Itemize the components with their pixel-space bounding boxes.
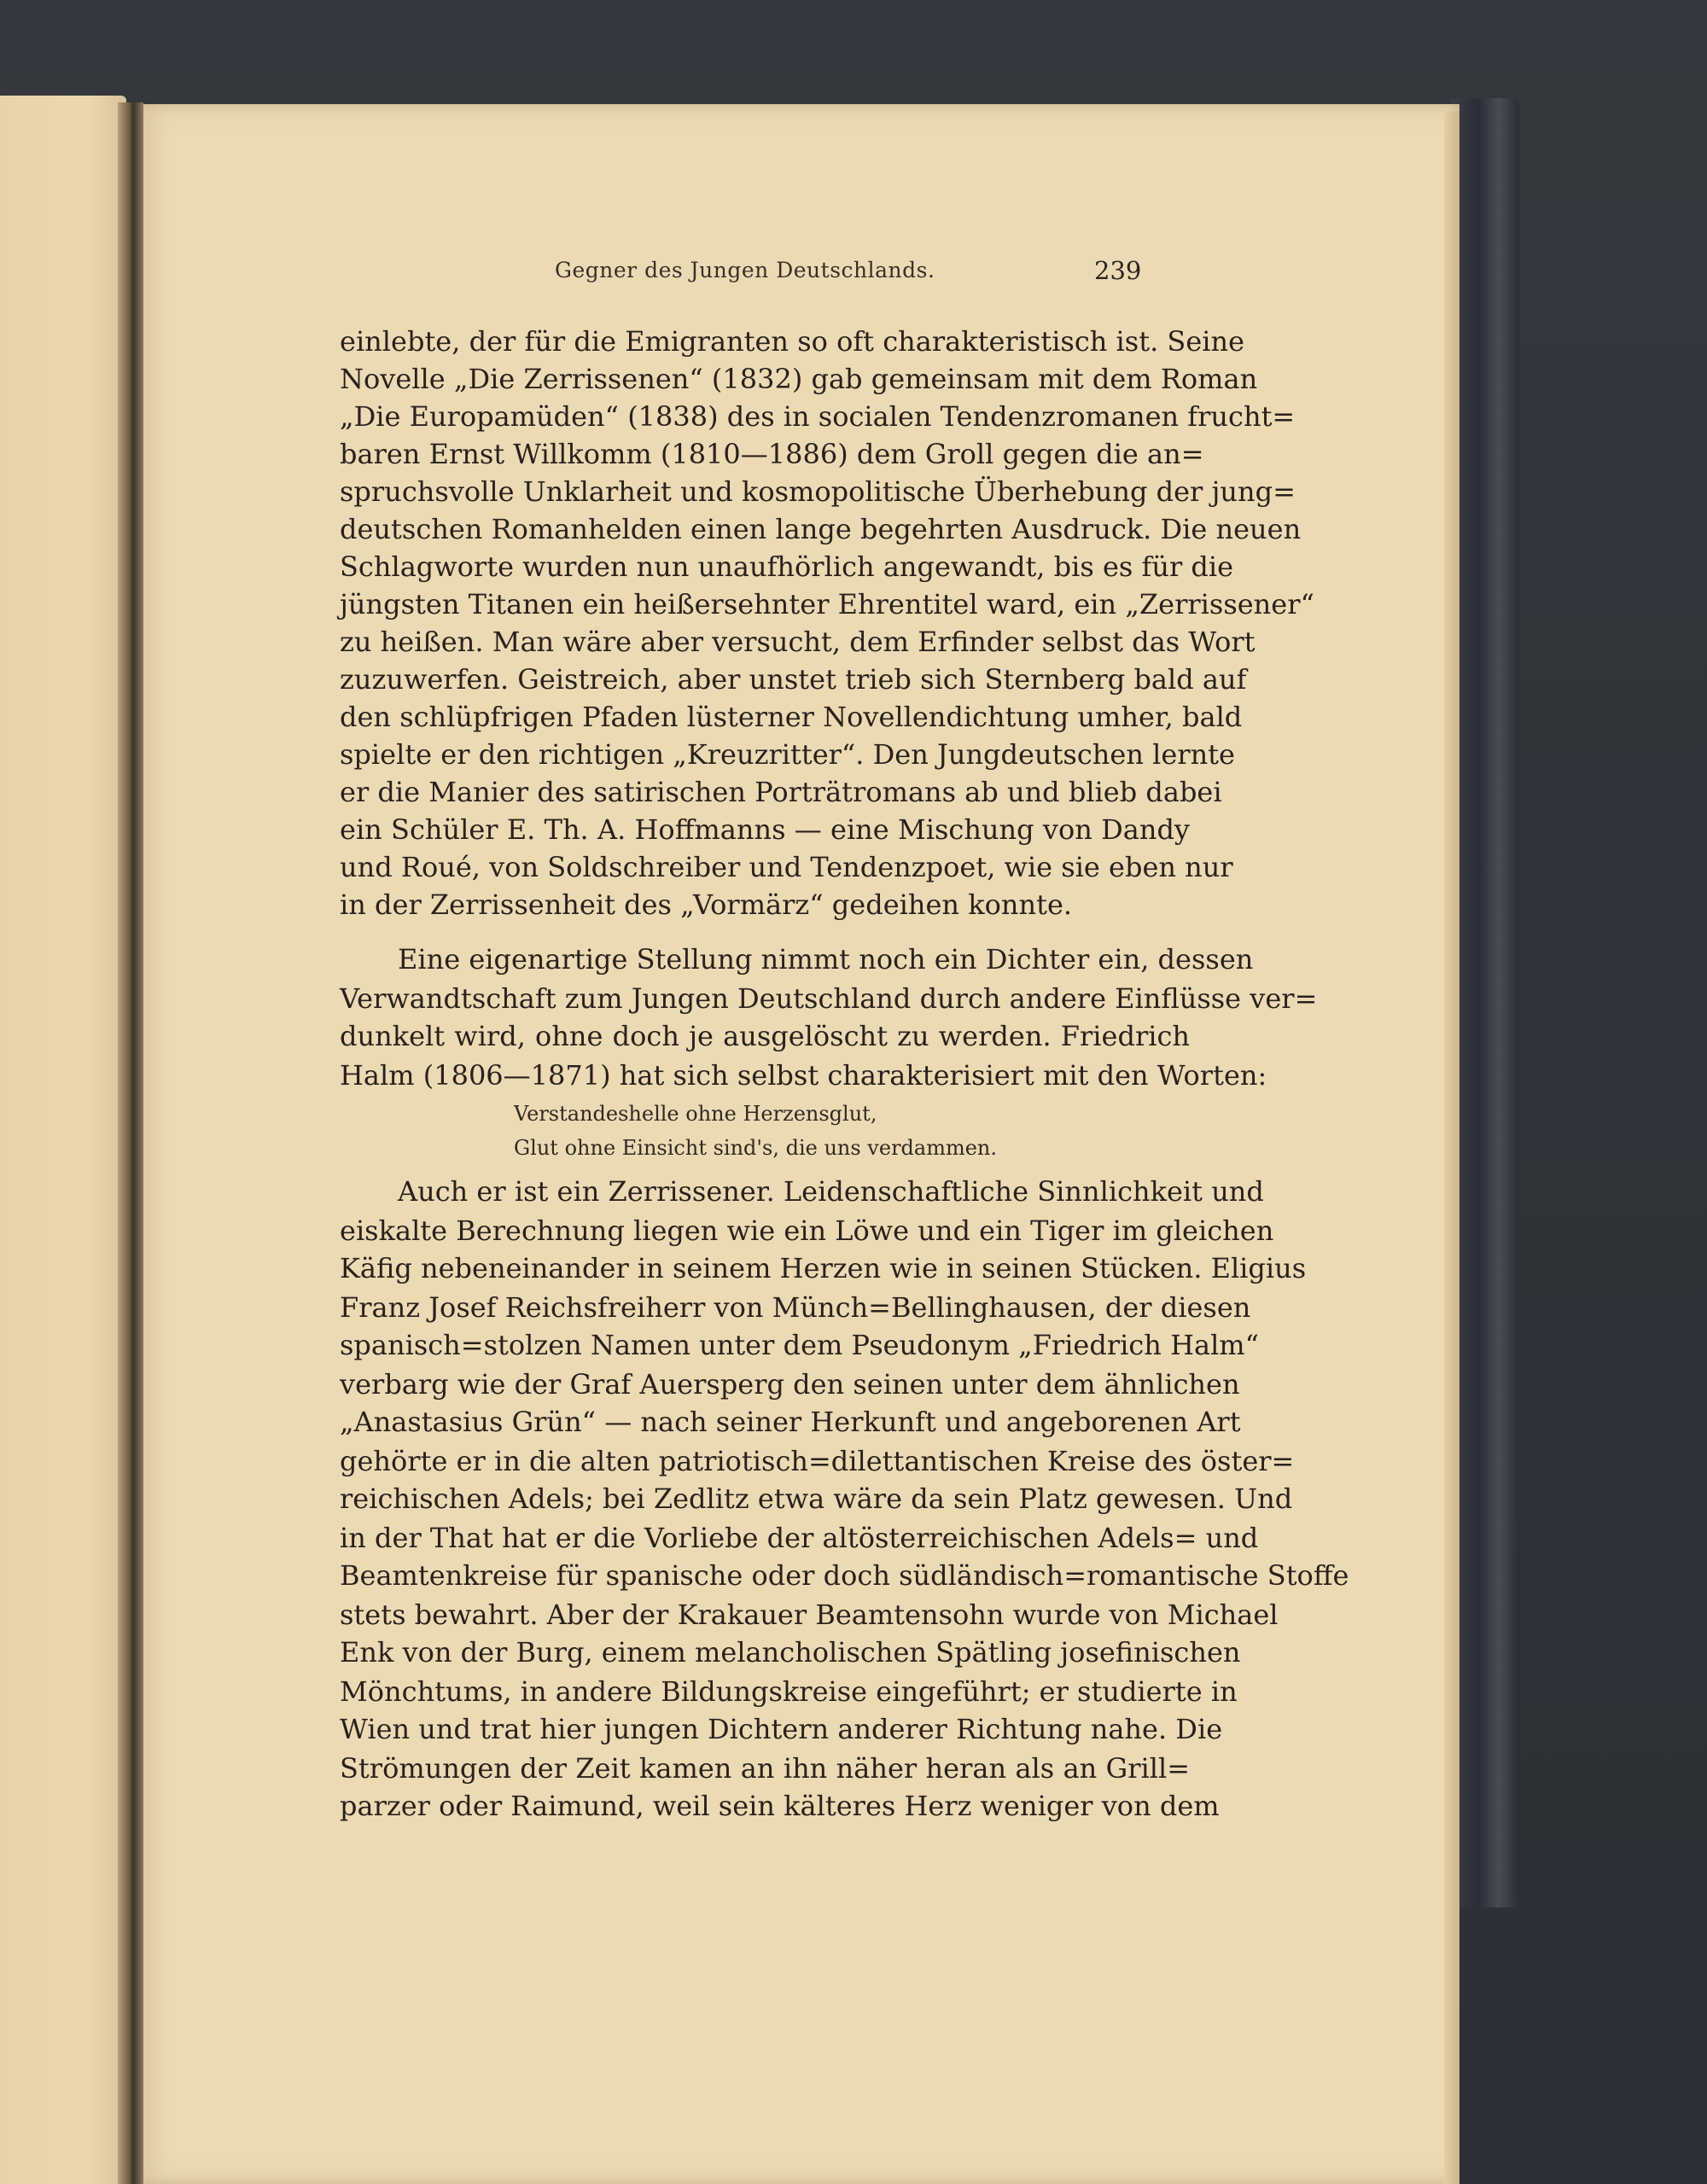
text-line: Eine eigenartige Stellung nimmt noch ein Dichter ein, dessen <box>398 943 1254 976</box>
text-line: baren Ernst Willkomm (1810—1886) dem Groll gegen die an= <box>340 438 1204 470</box>
text-line: Verwandtschaft zum Jungen Deutschland durch andere Einflüsse ver= <box>340 982 1318 1015</box>
text-line: „Die Europamüden“ (1838) des in socialen Tendenzromanen frucht= <box>340 400 1296 433</box>
text-line: Schlagworte wurden nun unaufhörlich angewandt, bis es für die <box>340 550 1234 583</box>
text-line: zu heißen. Man wäre aber versucht, dem Erfinder selbst das Wort <box>340 626 1255 658</box>
text-line: dunkelt wird, ohne doch je ausgelöscht zu werden. Friedrich <box>340 1020 1190 1052</box>
text-line: den schlüpfrigen Pfaden lüsterner Novellendichtung umher, bald <box>340 701 1243 733</box>
text-line: in der That hat er die Vorliebe der altösterreichischen Adels= und <box>340 1522 1259 1554</box>
text-line: und Roué, von Soldschreiber und Tendenzpoet, wie sie eben nur <box>340 851 1233 883</box>
text-line: jüngsten Titanen ein heißersehnter Ehrentitel ward, ein „Zerrissener“ <box>340 588 1314 620</box>
text-line: deutschen Romanhelden einen lange begehrten Ausdruck. Die neuen <box>340 513 1302 545</box>
text-line: parzer oder Raimund, weil sein kälteres Herz weniger von dem <box>340 1790 1220 1822</box>
text-line: einlebte, der für die Emigranten so oft charakteristisch ist. Seine <box>340 325 1245 358</box>
page-number: 239 <box>1094 256 1142 285</box>
text-line: Franz Josef Reichsfreiherr von Münch=Bellinghausen, der diesen <box>340 1291 1251 1324</box>
text-line: Halm (1806—1871) hat sich selbst charakterisiert mit den Worten: <box>340 1059 1267 1092</box>
text-line: eiskalte Berechnung liegen wie ein Löwe und ein Tiger im gleichen <box>340 1214 1274 1247</box>
text-line: Mönchtums, in andere Bildungskreise eingeführt; er studierte in <box>340 1675 1238 1708</box>
text-line: er die Manier des satirischen Porträtromans ab und blieb dabei <box>340 776 1222 808</box>
text-line: ein Schüler E. Th. A. Hoffmanns — eine Mischung von Dandy <box>340 813 1190 846</box>
quote-line: Glut ohne Einsicht sind's, die uns verdammen. <box>514 1136 998 1160</box>
text-line: Wien und trat hier jungen Dichtern anderer Richtung nahe. Die <box>340 1713 1223 1745</box>
text-line: Beamtenkreise für spanische oder doch südländisch=romantische Stoffe <box>340 1559 1349 1592</box>
quote-line: Verstandeshelle ohne Herzensglut, <box>514 1102 877 1126</box>
text-line: verbarg wie der Graf Auersperg den seinen unter dem ähnlichen <box>340 1368 1240 1401</box>
text-line: Novelle „Die Zerrissenen“ (1832) gab gemeinsam mit dem Roman <box>340 363 1258 395</box>
text-line: Auch er ist ein Zerrissener. Leidenschaftliche Sinnlichkeit und <box>398 1175 1264 1208</box>
text-line: reichischen Adels; bei Zedlitz etwa wäre da sein Platz gewesen. Und <box>340 1482 1293 1515</box>
running-header: Gegner des Jungen Deutschlands. <box>555 258 935 282</box>
text-line: spielte er den richtigen „Kreuzritter“. Den Jungdeutschen lernte <box>340 738 1235 771</box>
text-line: zuzuwerfen. Geistreich, aber unstet trieb sich Sternberg bald auf <box>340 663 1247 696</box>
text-line: Enk von der Burg, einem melancholischen Spätling josefinischen <box>340 1636 1241 1669</box>
text-line: Strömungen der Zeit kamen an ihn näher heran als an Grill= <box>340 1752 1190 1785</box>
text-line: spruchsvolle Unklarheit und kosmopolitische Überhebung der jung= <box>340 475 1296 508</box>
text-line: stets bewahrt. Aber der Krakauer Beamtensohn wurde von Michael <box>340 1599 1279 1631</box>
text-line: gehörte er in die alten patriotisch=dilettantischen Kreise des öster= <box>340 1445 1295 1477</box>
text-line: in der Zerrissenheit des „Vormärz“ gedeihen konnte. <box>340 888 1073 921</box>
text-line: Käfig nebeneinander in seinem Herzen wie in seinen Stücken. Eligius <box>340 1252 1307 1284</box>
text-line: „Anastasius Grün“ — nach seiner Herkunft und angeborenen Art <box>340 1406 1241 1438</box>
text-line: spanisch=stolzen Namen unter dem Pseudonym „Friedrich Halm“ <box>340 1329 1259 1361</box>
